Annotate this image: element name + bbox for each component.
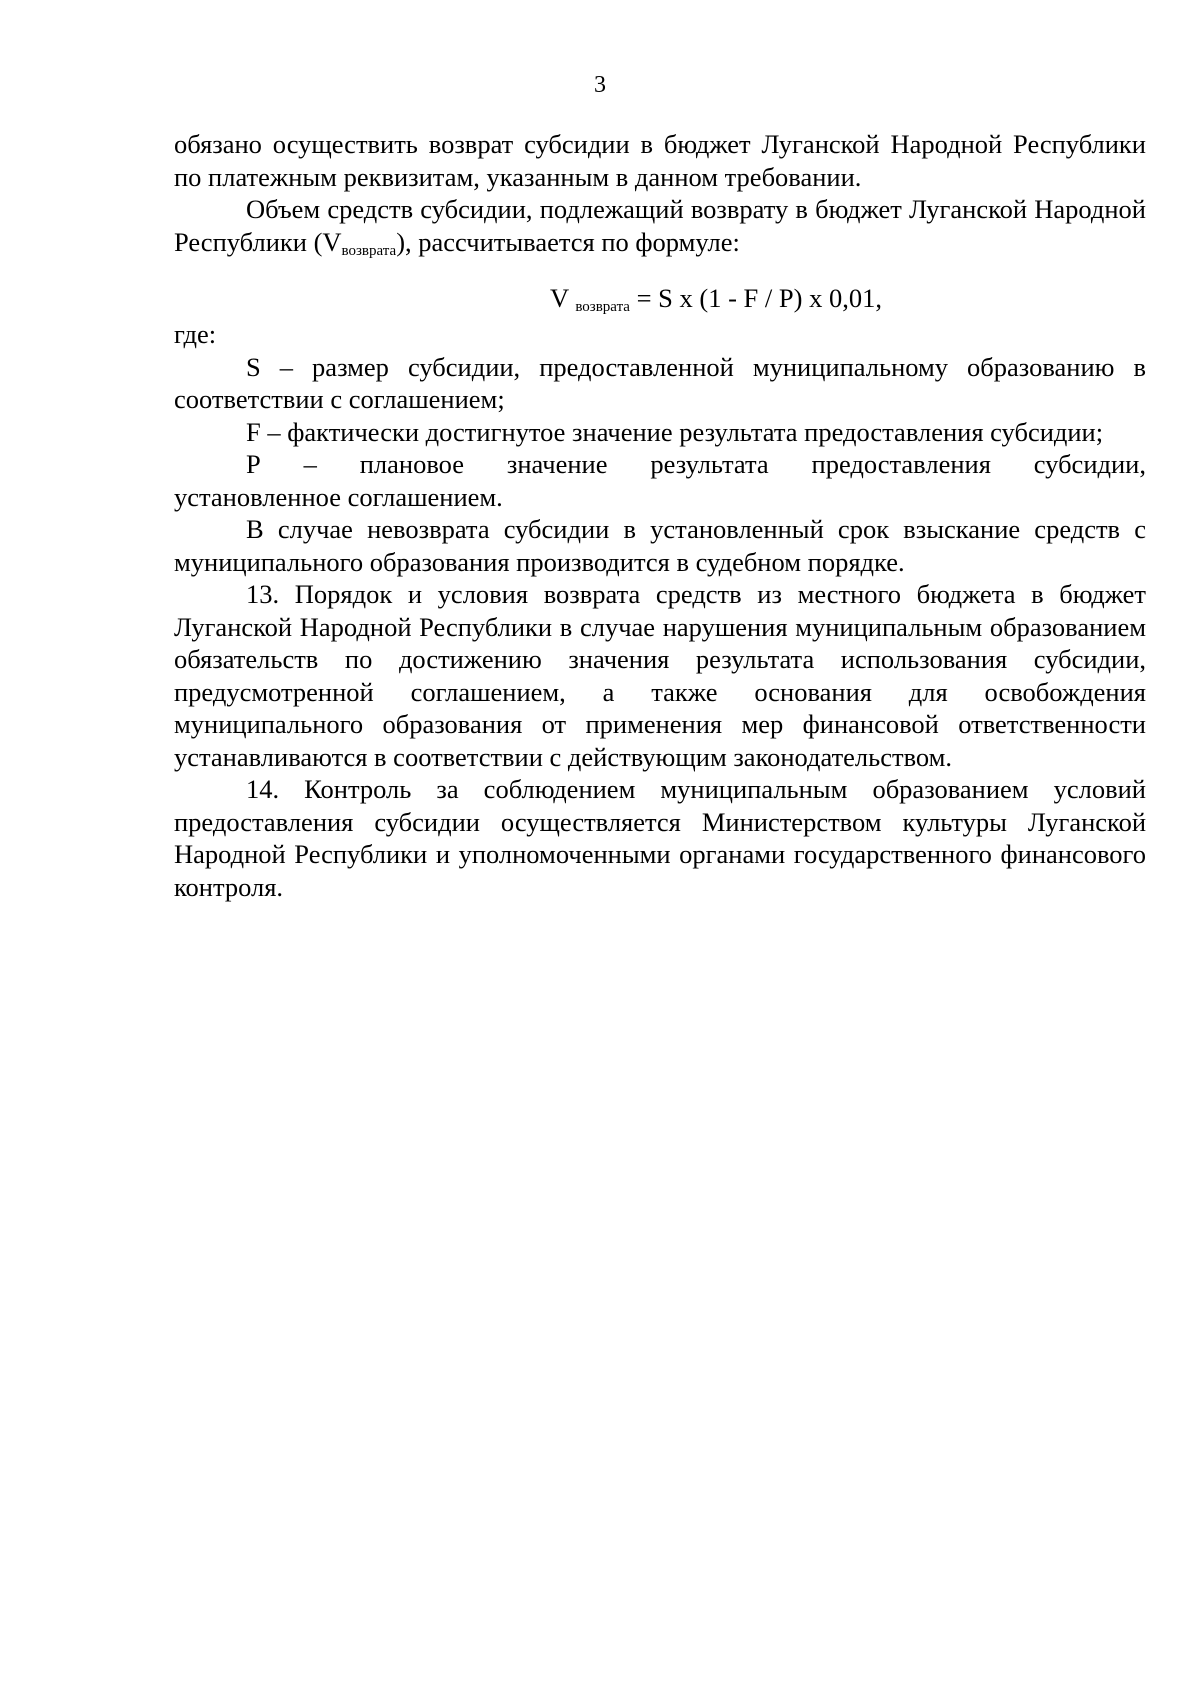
item-14: 14. Контроль за соблюдением муниципальным образованием условий предоставления субсидии осуществляется Министерством культуры Луганской Народной Республики и уполномоченными органами государственного финансового контроля. [174,774,1146,902]
definition-p-word: значение [506,449,608,479]
definition-p-continuation: установленное соглашением. [174,481,503,512]
formula-lhs: V [550,283,569,313]
definition-p-word: P [246,449,261,479]
formula [174,280,1146,316]
paragraph-court-recovery: В случае невозврата субсидии в установленный срок взыскание средств с муниципального образования производится в судебном порядке. [174,514,1146,577]
definition-p-word: предоставления [811,449,991,479]
definition-p-word: субсидии, [1033,449,1146,479]
document-body [174,128,1146,903]
definition-p-word: – [303,449,317,479]
definition-p-word: плановое [359,449,465,479]
formula-subscript: возврата [575,299,630,315]
definition-s: S – размер субсидии, предоставленной муниципальному образованию в соответствии с соглашением; [174,351,1146,414]
paragraph-volume-formula-intro [174,193,1146,258]
intro-subscript: возврата [341,242,397,259]
where-label: где: [174,319,217,349]
formula-rhs: = S x (1 - F / P) x 0,01, [636,283,882,313]
intro-text: Объем средств субсидии, подлежащий возврату в бюджет Луганской Народной Республики (V [174,194,1146,257]
paragraph-return-obligation: обязано осуществить возврат субсидии в бюджет Луганской Народной Республики по платежным реквизитам, указанным в данном требовании. [174,129,1146,192]
definition-p-first-line [174,448,1146,481]
page-number: 3 [594,72,606,98]
item-13: 13. Порядок и условия возврата средств из местного бюджета в бюджет Луганской Народной Республики в случае нарушения муниципальным образованием обязательств по достижению значения результата использования субсидии, предусмотренной соглашением, а также основания для освобождения муниципального образования от применения мер финансовой ответственности устанавливаются в соответствии с действующим законодательством. [174,579,1146,772]
definition-f: F – фактически достигнутое значение результата предоставления субсидии; [246,416,1104,447]
definition-p-word: результата [650,449,769,479]
intro-text-end: ), рассчитывается по формуле: [396,226,740,257]
